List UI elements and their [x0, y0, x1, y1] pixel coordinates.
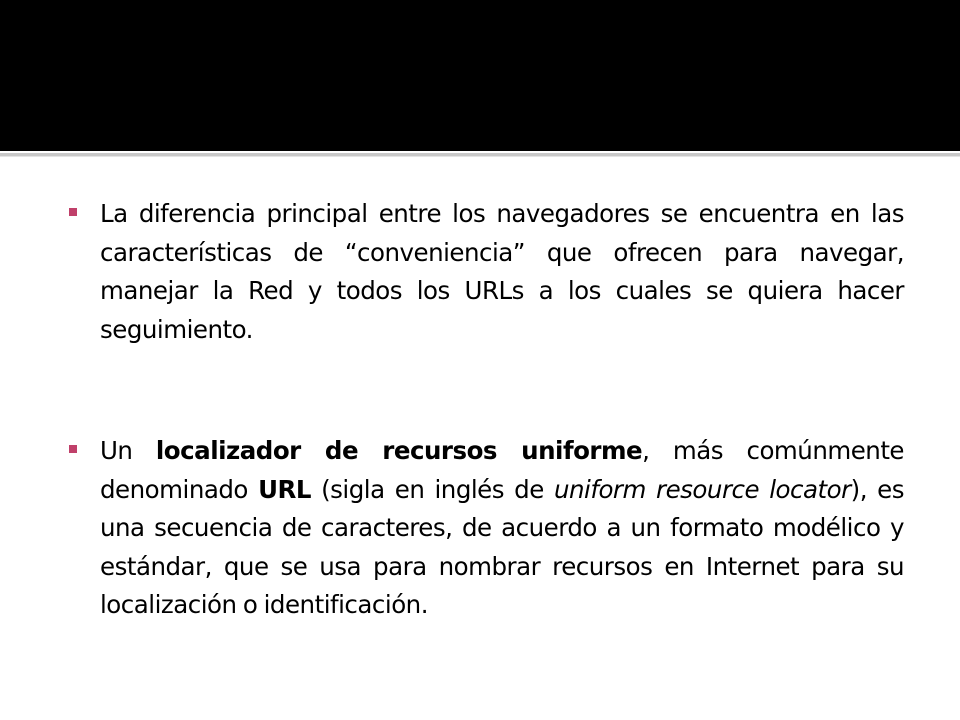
bullet-text: La diferencia principal entre los navegadores se encuentra en las características de “conveniencia” que ofrecen para navegar, manejar la Red y todos los URLs a los cuales se quiera hacer seguimiento. — [100, 199, 904, 344]
text-segment: (sigla en inglés de — [310, 474, 554, 504]
text-segment: ), es una secuencia de caracteres, de acuerdo a un formato modélico y estándar, que se usa para nombrar recursos en Internet para su localización o identificación. — [100, 474, 905, 619]
square-bullet-icon — [69, 208, 77, 216]
bullet-item-url — [100, 432, 904, 625]
term-bold: localizador de recursos uniforme — [155, 436, 643, 465]
text-segment: Un — [100, 436, 156, 465]
bullet-text — [100, 432, 904, 625]
acronym-bold: URL — [258, 474, 311, 504]
bullet-item-navegadores — [100, 195, 904, 349]
square-bullet-icon — [69, 445, 77, 453]
term-italic: uniform resource locator — [553, 474, 851, 504]
text-segment: , más comúnmente denominado — [100, 436, 905, 504]
